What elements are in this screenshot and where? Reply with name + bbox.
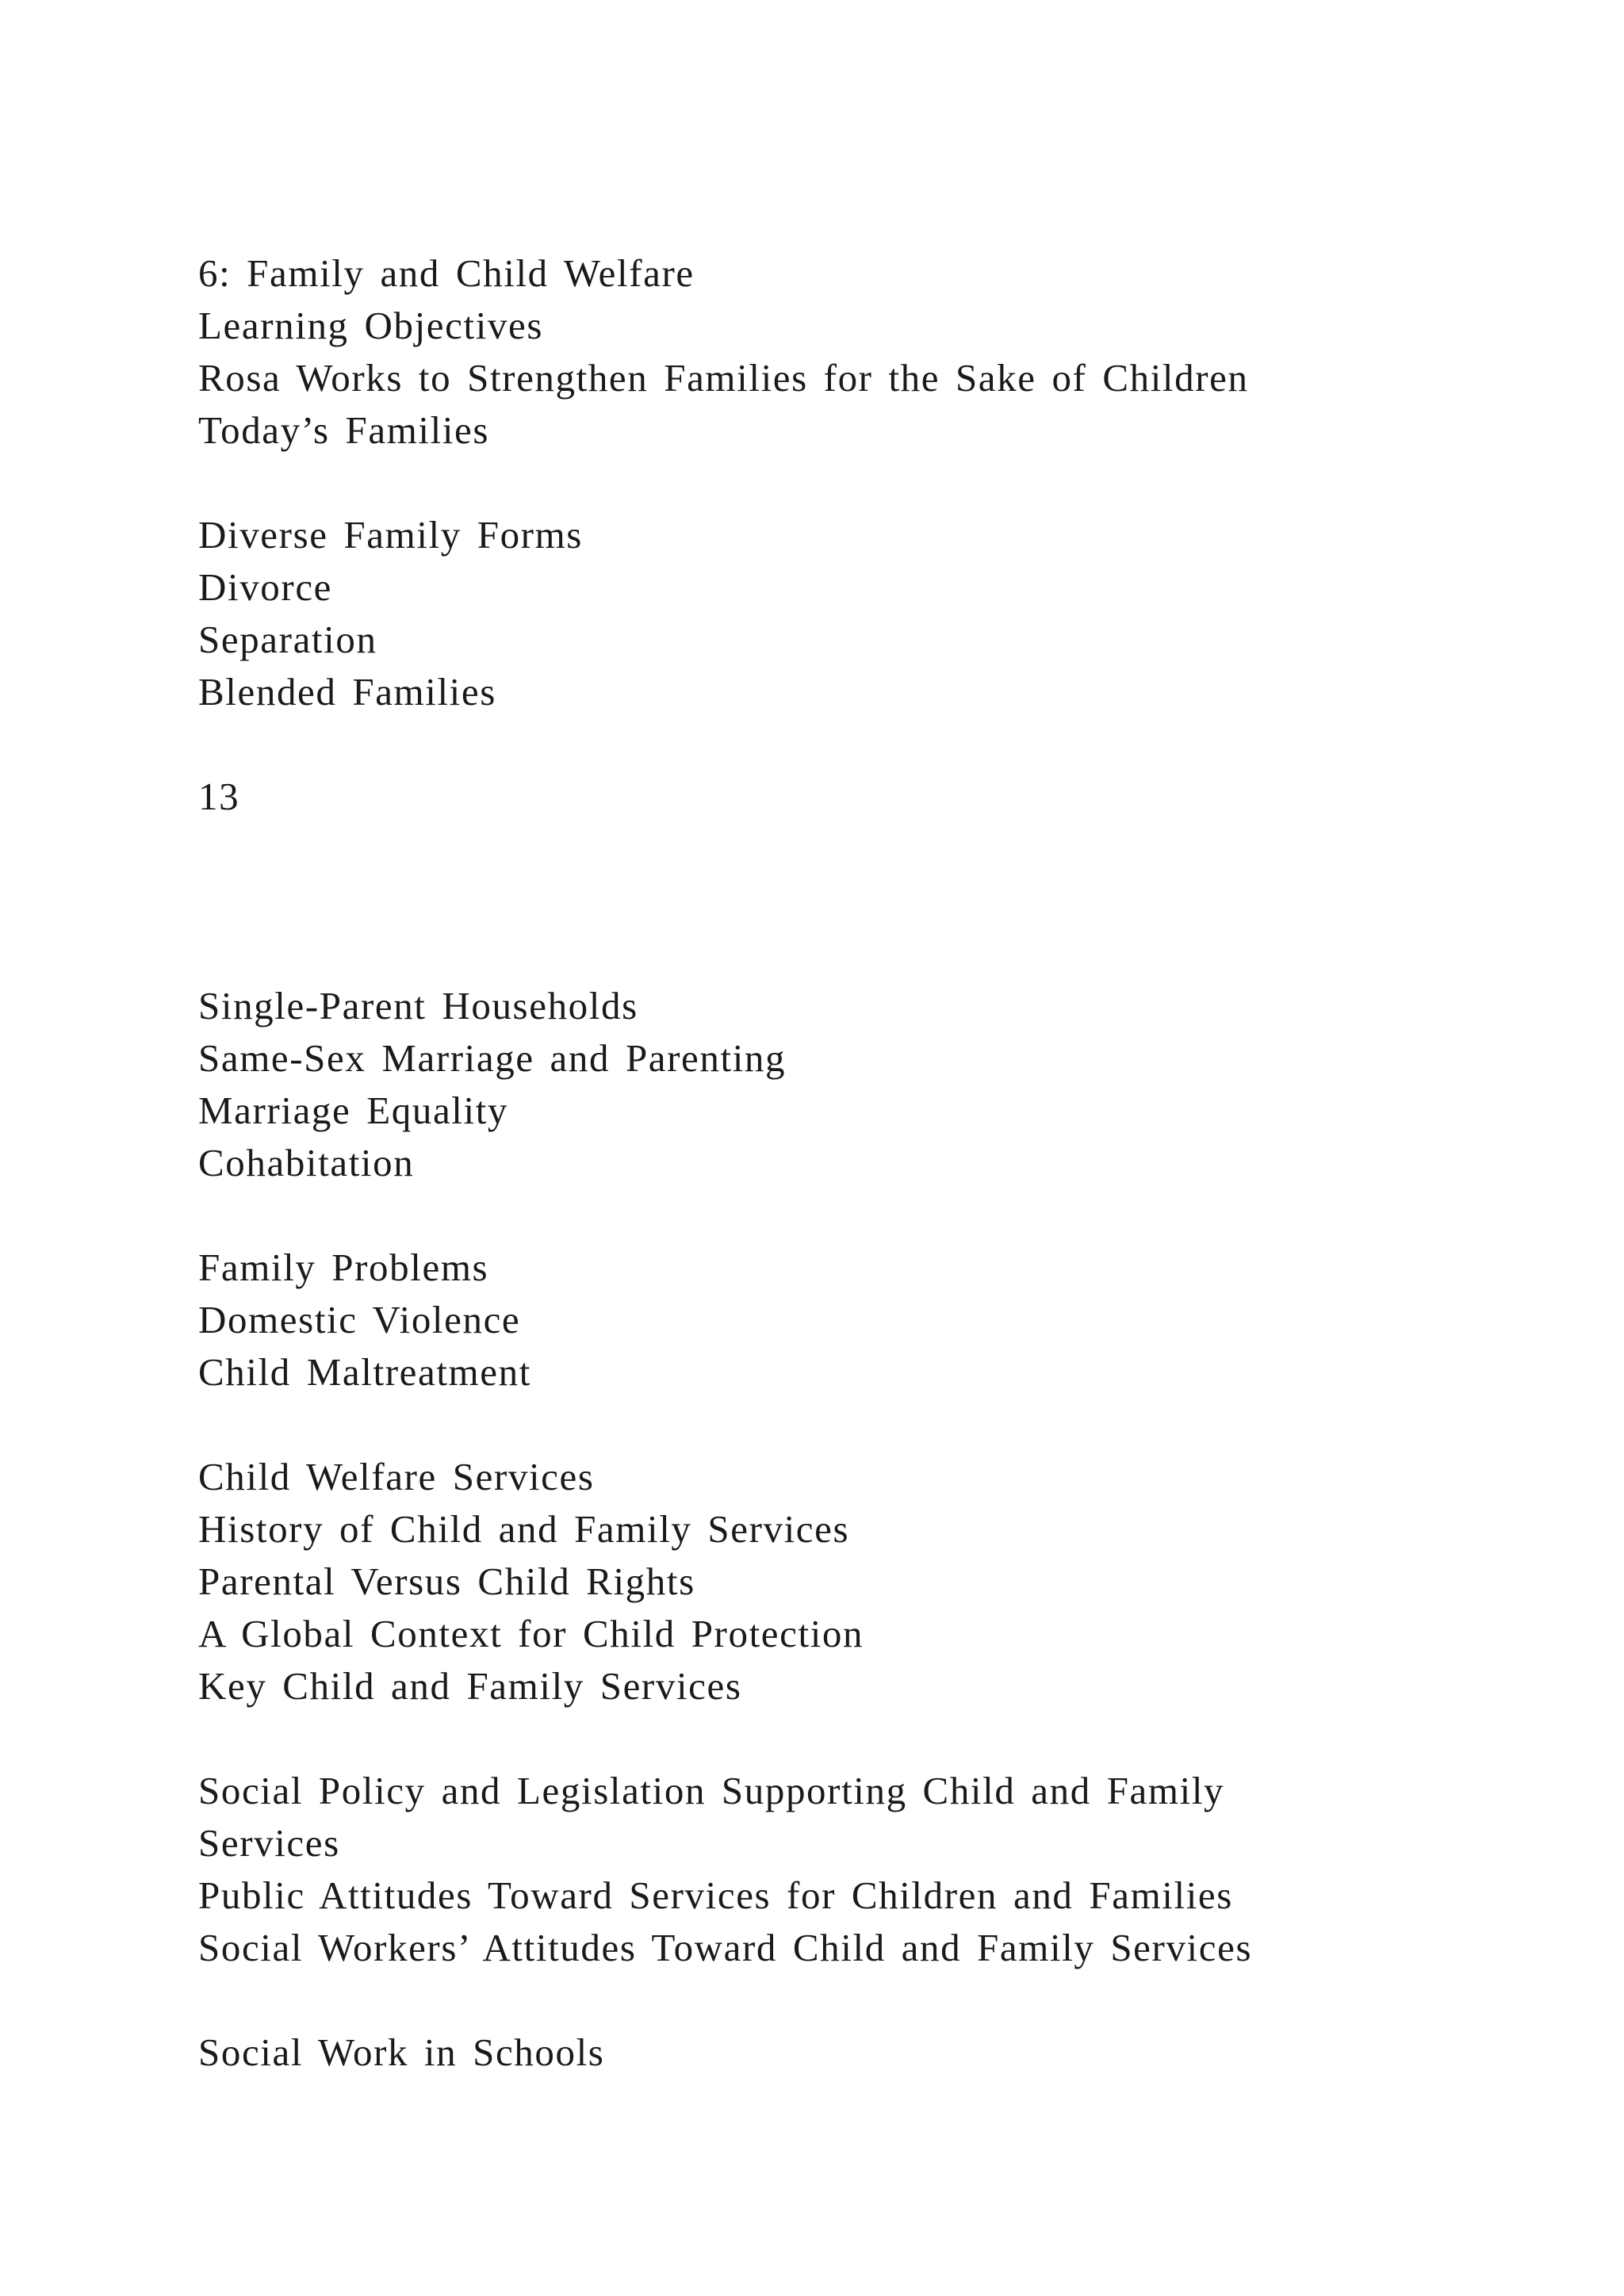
- outline-line: Same-Sex Marriage and Parenting: [198, 1036, 787, 1080]
- outline-line: Single-Parent Households: [198, 984, 638, 1027]
- outline-line: Cohabitation: [198, 1141, 415, 1184]
- outline-line: Social Policy and Legislation Supporting Child and Family: [198, 1769, 1225, 1812]
- spacer: [198, 1189, 1594, 1242]
- outline-line: A Global Context for Child Protection: [198, 1612, 864, 1655]
- page-number: 13: [198, 775, 240, 818]
- outline-line: Blended Families: [198, 670, 496, 714]
- outline-line: Diverse Family Forms: [198, 513, 583, 557]
- outline-line: Divorce: [198, 565, 333, 609]
- outline-line: Domestic Violence: [198, 1298, 521, 1341]
- outline-line: Child Welfare Services: [198, 1455, 595, 1498]
- outline-line: Learning Objectives: [198, 304, 544, 347]
- spacer: [198, 1974, 1594, 2026]
- spacer: [198, 1712, 1594, 1765]
- outline-line: Marriage Equality: [198, 1089, 509, 1132]
- outline-line: Services: [198, 1821, 340, 1865]
- outline-line: Family Problems: [198, 1246, 489, 1289]
- outline-line: Social Work in Schools: [198, 2030, 605, 2074]
- outline-line: Separation: [198, 618, 377, 661]
- spacer: [198, 718, 1594, 771]
- outline-line: Child Maltreatment: [198, 1350, 531, 1394]
- outline-line: Social Workers’ Attitudes Toward Child and Family Services: [198, 1926, 1253, 1969]
- outline-line: Parental Versus Child Rights: [198, 1559, 695, 1603]
- outline-line: Public Attitudes Toward Services for Children and Families: [198, 1873, 1233, 1917]
- spacer: [198, 1399, 1594, 1451]
- spacer: [198, 457, 1594, 509]
- outline-line: Key Child and Family Services: [198, 1664, 742, 1708]
- outline-line: History of Child and Family Services: [198, 1507, 850, 1551]
- chapter-title: 6: Family and Child Welfare: [198, 251, 695, 295]
- document-page: [198, 247, 1594, 2079]
- page-break-gap: [198, 823, 1594, 980]
- outline-line: Today’s Families: [198, 408, 490, 452]
- outline-line: Rosa Works to Strengthen Families for the Sake of Children: [198, 356, 1249, 400]
